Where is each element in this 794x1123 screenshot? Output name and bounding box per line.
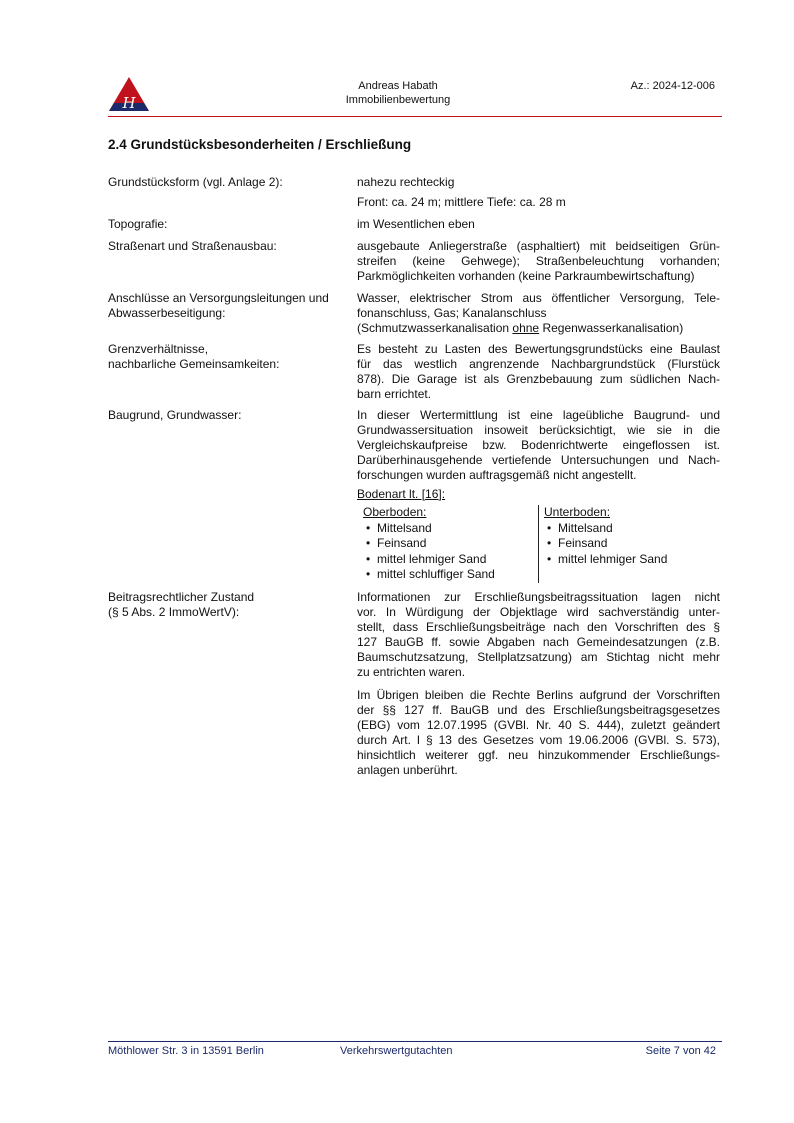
- value-line: ausgebaute Anliegerstraße (asphaltiert) mit beidseitigen Grün-: [357, 239, 720, 253]
- value-line: fonanschluss, Gas; Kanalanschluss: [357, 306, 547, 320]
- value-line: Darüberhinausgehende vertiefende Untersuchungen und Nach-: [357, 453, 720, 467]
- footer-divider: [108, 1041, 722, 1042]
- value-line: [357, 321, 720, 336]
- label-line: Beitragsrechtlicher Zustand: [108, 590, 255, 604]
- unterboden-list: [544, 521, 719, 568]
- label-line: Abwasserbeseitigung:: [108, 306, 226, 320]
- value-line: forschungen wurden auftragsgemäß nicht angestellt.: [357, 468, 637, 482]
- label-line: (§ 5 Abs. 2 ImmoWertV):: [108, 605, 240, 619]
- soil-table: [357, 505, 720, 585]
- paragraph-2: [357, 688, 720, 778]
- value-line: für das westlich angrenzende Nachbargrundstück (Flurstück: [357, 357, 720, 371]
- row-label: Grundstücksform (vgl. Anlage 2):: [108, 175, 283, 189]
- value-line: (EBG) vom 12.07.1995 (GVBl. Nr. 40 S. 444), zuletzt geändert: [357, 718, 720, 732]
- value-line: Im Übrigen bleiben die Rechte Berlins aufgrund der Vorschriften: [357, 688, 720, 702]
- oberboden-list: [363, 521, 533, 583]
- row-value: [357, 342, 720, 402]
- company-logo-icon: [108, 76, 150, 112]
- value-line: Grundwassersituation insoweit berücksichtigt, wie sie in die: [357, 423, 720, 437]
- list-item: • Mittelsand: [363, 521, 533, 537]
- value-line: Baumschutzsatzung, Stellplatzsatzung) am Stichtag nicht mehr: [357, 650, 720, 664]
- value-line: In dieser Wertermittlung ist eine lageübliche Baugrund- und: [357, 408, 720, 422]
- value-line: anlagen unberührt.: [357, 763, 458, 777]
- row-value: [357, 291, 720, 336]
- row-label: Topografie:: [108, 217, 168, 231]
- row-value: [357, 175, 720, 210]
- label-line: nachbarliche Gemeinsamkeiten:: [108, 357, 280, 371]
- list-item: • mittel lehmiger Sand: [544, 552, 719, 568]
- label-line: Grenzverhältnisse,: [108, 342, 209, 356]
- value-line: Es besteht zu Lasten des Bewertungsgrundstücks eine Baulast: [357, 342, 720, 356]
- row-label: [108, 342, 348, 372]
- header-file-number: Az.: 2024-12-006: [630, 80, 715, 92]
- underlined-text: ohne: [512, 321, 540, 335]
- footer-page-number: Seite 7 von 42: [645, 1045, 716, 1057]
- unterboden-column: [544, 505, 719, 567]
- value-line: der §§ 127 ff. BauGB und des Erschließungsbeitragsgesetzes: [357, 703, 720, 717]
- value-line: streifen (keine Gehwege); Straßenbeleuchtung vorhanden;: [357, 254, 720, 268]
- value-line: Front: ca. 24 m; mittlere Tiefe: ca. 28 m: [357, 195, 566, 209]
- bodenart-heading: Bodenart lt. [16]:: [357, 487, 446, 501]
- row-value: [357, 239, 720, 284]
- value-line: Vergleichskaufpreise bzw. Bodenrichtwerte eingeflossen ist.: [357, 438, 720, 452]
- section-title: 2.4 Grundstücksbesonderheiten / Erschließung: [108, 137, 412, 152]
- value-line: Informationen zur Erschließungsbeitragssituation lagen nicht: [357, 590, 720, 604]
- header-company: [300, 79, 496, 107]
- value-line: 878). Die Garage ist als Grenzbebauung zum südlichen Nach-: [357, 372, 720, 386]
- label-line: Anschlüsse an Versorgungsleitungen und: [108, 291, 329, 305]
- value-line: vor. In Würdigung der Objektlage wird sachverständig unter-: [357, 605, 720, 619]
- value-line: stellt, dass Erschließungsbeiträge nach den Vorschriften des §: [357, 620, 720, 634]
- list-item: • Feinsand: [544, 536, 719, 552]
- column-divider: [538, 505, 539, 583]
- oberboden-column: [363, 505, 533, 583]
- list-item: • Mittelsand: [544, 521, 719, 537]
- row-value: im Wesentlichen eben: [357, 217, 475, 231]
- value-line: barn errichtet.: [357, 387, 432, 401]
- unterboden-title: Unterboden:: [544, 505, 611, 519]
- row-label: [108, 590, 348, 620]
- value-line: Parkmöglichkeiten vorhanden (keine Parkraumbewirtschaftung): [357, 269, 695, 283]
- oberboden-title: Oberboden:: [363, 505, 427, 519]
- list-item: • mittel lehmiger Sand: [363, 552, 533, 568]
- list-item: • mittel schluffiger Sand: [363, 567, 533, 583]
- footer-address: Möthlower Str. 3 in 13591 Berlin: [108, 1045, 264, 1057]
- row-value: [357, 590, 720, 778]
- row-label: [108, 291, 348, 321]
- row-value: [357, 408, 720, 502]
- value-line: zu entrichten waren.: [357, 665, 466, 679]
- value-text: (Schmutzwasserkanalisation: [357, 321, 513, 335]
- footer-document-type: Verkehrswertgutachten: [340, 1045, 453, 1057]
- value-line: Wasser, elektrischer Strom aus öffentlicher Versorgung, Tele-: [357, 291, 720, 305]
- paragraph-1: [357, 590, 720, 680]
- value-line: hinsichtlich weiterer ggf. neu hinzukommender Erschließungs-: [357, 748, 720, 762]
- value-line: durch Art. I § 13 des Gesetzes vom 19.06.2006 (GVBl. S. 573),: [357, 733, 720, 747]
- list-item: • Feinsand: [363, 536, 533, 552]
- value-line: nahezu rechteckig: [357, 175, 455, 189]
- logo-letter: H: [122, 94, 136, 112]
- row-label: Straßenart und Straßenausbau:: [108, 239, 277, 253]
- header-name: Andreas Habath: [358, 80, 438, 92]
- header-subtitle: Immobilienbewertung: [345, 94, 451, 106]
- value-line: 127 BauGB ff. sowie Abgaben nach Gemeindesatzungen (z.B.: [357, 635, 720, 649]
- header-divider: [108, 116, 722, 117]
- row-label: Baugrund, Grundwasser:: [108, 408, 242, 422]
- value-text: Regenwasserkanalisation): [539, 321, 684, 335]
